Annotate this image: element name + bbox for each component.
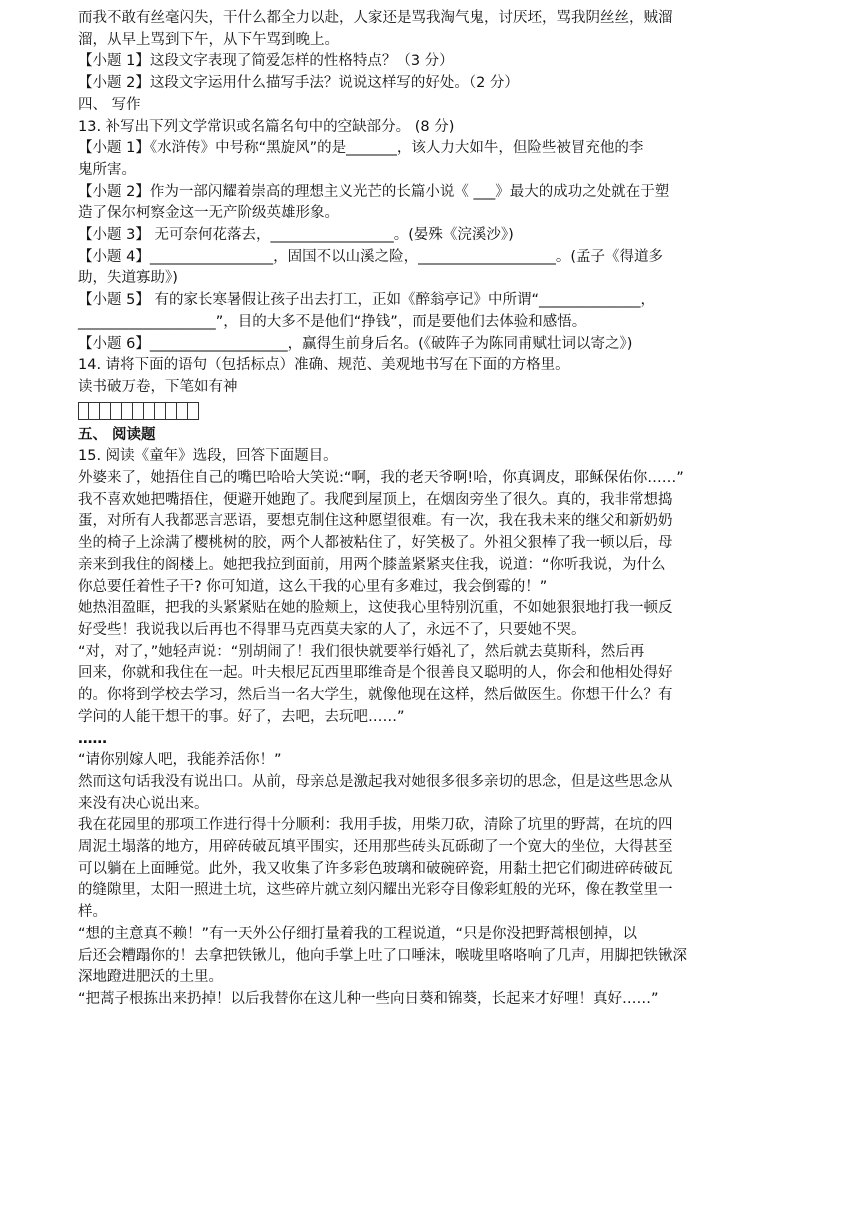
grid-cell xyxy=(155,402,166,420)
text-line: 蛋，对所有人我都恶言恶语，要想克制住这种愿望很难。有一次，我在我未来的继父和新奶奶 xyxy=(78,513,673,530)
text-line: “对，对了，”她轻声说：“别胡闹了！我们很快就要举行婚礼了，然后就去莫斯科，然后再 xyxy=(78,643,645,660)
text-line: 我不喜欢她把嘴捂住，便避开她跑了。我爬到屋顶上，在烟囱旁坐了很久。真的，我非常想捣 xyxy=(78,491,673,508)
text-line: 溜，从早上骂到下午，从下午骂到晚上。 xyxy=(78,31,339,48)
text-line: 助，失道寡助》) xyxy=(78,270,178,287)
text-line: 样。 xyxy=(78,904,107,921)
text-line: 【小题 2】这段文字运用什么描写手法？说说这样写的好处。（2 分） xyxy=(78,75,519,92)
text-line: 【小题 5】 有的家长寒暑假让孩子出去打工，正如《醉翁亭记》中所谓“______________， xyxy=(78,292,655,309)
text-block-reading xyxy=(78,425,784,1011)
text-line: 【小题 2】作为一部闪耀着崇高的理想主义光芒的长篇小说《 ___》最大的成功之处就在于塑 xyxy=(78,183,670,200)
text-line: “把蒿子根拣出来扔掉！以后我替你在这儿种一些向日葵和锦葵，长起来才好哩！真好……” xyxy=(78,990,659,1007)
text-line: 15. 阅读《童年》选段，回答下面题目。 xyxy=(78,448,338,465)
text-line: 13. 补写出下列文学常识或名篇名句中的空缺部分。 (8 分) xyxy=(78,118,455,135)
text-line: 读书破万卷，下笔如有神 xyxy=(78,378,238,395)
text-line: 学问的人能干想干的事。好了，去吧，去玩吧……” xyxy=(78,708,405,725)
grid-cell xyxy=(166,402,177,420)
grid-cell xyxy=(133,402,144,420)
grid-cell xyxy=(122,402,133,420)
text-line: 而我不敢有丝毫闪失，干什么都全力以赴，人家还是骂我淘气鬼，讨厌坯，骂我阴丝丝，贼溜 xyxy=(78,10,673,26)
grid-cell xyxy=(144,402,155,420)
text-line: 的。你将到学校去学习，然后当一名大学生，就像他现在这样，然后做医生。你想干什么？有 xyxy=(78,687,673,704)
text-line: 造了保尔柯察金这一无产阶级英雄形象。 xyxy=(78,205,339,222)
text-line: 五、 阅读题 xyxy=(78,426,156,443)
text-line: 好受些！我说我以后再也不得罪马克西莫夫家的人了，永远不了，只要她不哭。 xyxy=(78,621,586,638)
grid-cell xyxy=(177,402,188,420)
text-line: 的缝隙里，太阳一照进土坑，这些碎片就立刻闪耀出光彩夺目像彩虹般的光环，像在教堂里一 xyxy=(78,882,673,899)
text-line: 14. 请将下面的语句（包括标点）准确、规范、美观地书写在下面的方格里。 xyxy=(78,357,570,374)
text-line: 然而这句话我没有说出口。从前，母亲总是激起我对她很多很多亲切的思念，但是这些思念从 xyxy=(78,773,673,790)
text-line: 她热泪盈眶，把我的头紧紧贴在她的脸颊上，这使我心里特别沉重，不如她狠狠地打我一顿反 xyxy=(78,600,673,617)
grid-cell xyxy=(89,402,100,420)
text-line: 【小题 3】 无可奈何花落去，_________________。(晏殊《浣溪沙》) xyxy=(78,227,514,244)
text-line: 我在花园里的那项工作进行得十分顺利：我用手拔，用柴刀砍，清除了坑里的野蒿，在坑的四 xyxy=(78,817,673,834)
text-line: “请你别嫁人吧，我能养活你！” xyxy=(78,752,282,769)
text-line: …… xyxy=(78,730,107,747)
text-line: 后还会糟蹋你的！去拿把铁锹儿，他向手掌上吐了口唾沫，喉咙里咯咯响了几声，用脚把铁锹深 xyxy=(78,947,687,964)
text-line: 外婆来了，她捂住自己的嘴巴哈哈大笑说:“啊，我的老天爷啊!哈，你真调皮，耶稣保佑你……” xyxy=(78,470,684,487)
grid-cell xyxy=(111,402,122,420)
text-line: 周泥土塌落的地方，用碎砖破瓦填平围实，还用那些砖头瓦砾砌了一个宽大的坐位，大得甚至 xyxy=(78,839,673,856)
text-line: 你总要任着性子干? 你可知道，这么干我的心里有多难过，我会倒霉的！” xyxy=(78,578,548,595)
document-page xyxy=(78,8,784,1011)
grid-cell xyxy=(100,402,111,420)
text-line: ___________________”，目的大多不是他们“挣钱”，而是要他们去体验和感悟。 xyxy=(78,313,587,330)
text-line: 坐的椅子上涂满了樱桃树的胶，两个人都被粘住了，好笑极了。外祖父狠棒了我一顿以后，母 xyxy=(78,535,673,552)
text-block-upper xyxy=(78,8,784,399)
text-line: 深地蹬进肥沃的土里。 xyxy=(78,969,223,986)
text-line: 来没有决心说出来。 xyxy=(78,795,209,812)
grid-cell xyxy=(78,402,89,420)
text-line: 【小题 6】___________________，赢得生前身后名。(《破阵子为陈同甫赋壮词以寄之》) xyxy=(78,335,633,352)
text-line: 四、 写作 xyxy=(78,96,141,113)
grid-cell xyxy=(188,402,199,420)
text-line: “想的主意真不赖！”有一天外公仔细打量着我的工程说道，“只是你没把野蒿根刨掉，以 xyxy=(78,925,638,942)
text-line: 鬼所害。 xyxy=(78,161,136,178)
text-line: 【小题 4】_________________，固国不以山溪之险，___________________。(孟子《得道多 xyxy=(78,248,663,265)
text-line: 可以躺在上面睡觉。此外，我又收集了许多彩色玻璃和破碗碎瓷，用黏土把它们砌进碎砖破瓦 xyxy=(78,860,673,877)
text-line: 【小题 1】这段文字表现了简爱怎样的性格特点？（3 分） xyxy=(78,53,454,70)
text-line: 亲来到我住的阁楼上。她把我拉到面前，用两个膝盖紧紧夹住我，说道：“你听我说，为什么 xyxy=(78,556,666,573)
writing-grid xyxy=(78,402,784,420)
text-line: 【小题 1】《水浒传》中号称“黑旋风”的是_______，该人力大如牛，但险些被冒充他的李 xyxy=(78,140,644,157)
text-line: 回来，你就和我住在一起。叶夫根尼瓦西里耶维奇是个很善良又聪明的人，你会和他相处得好 xyxy=(78,665,673,682)
